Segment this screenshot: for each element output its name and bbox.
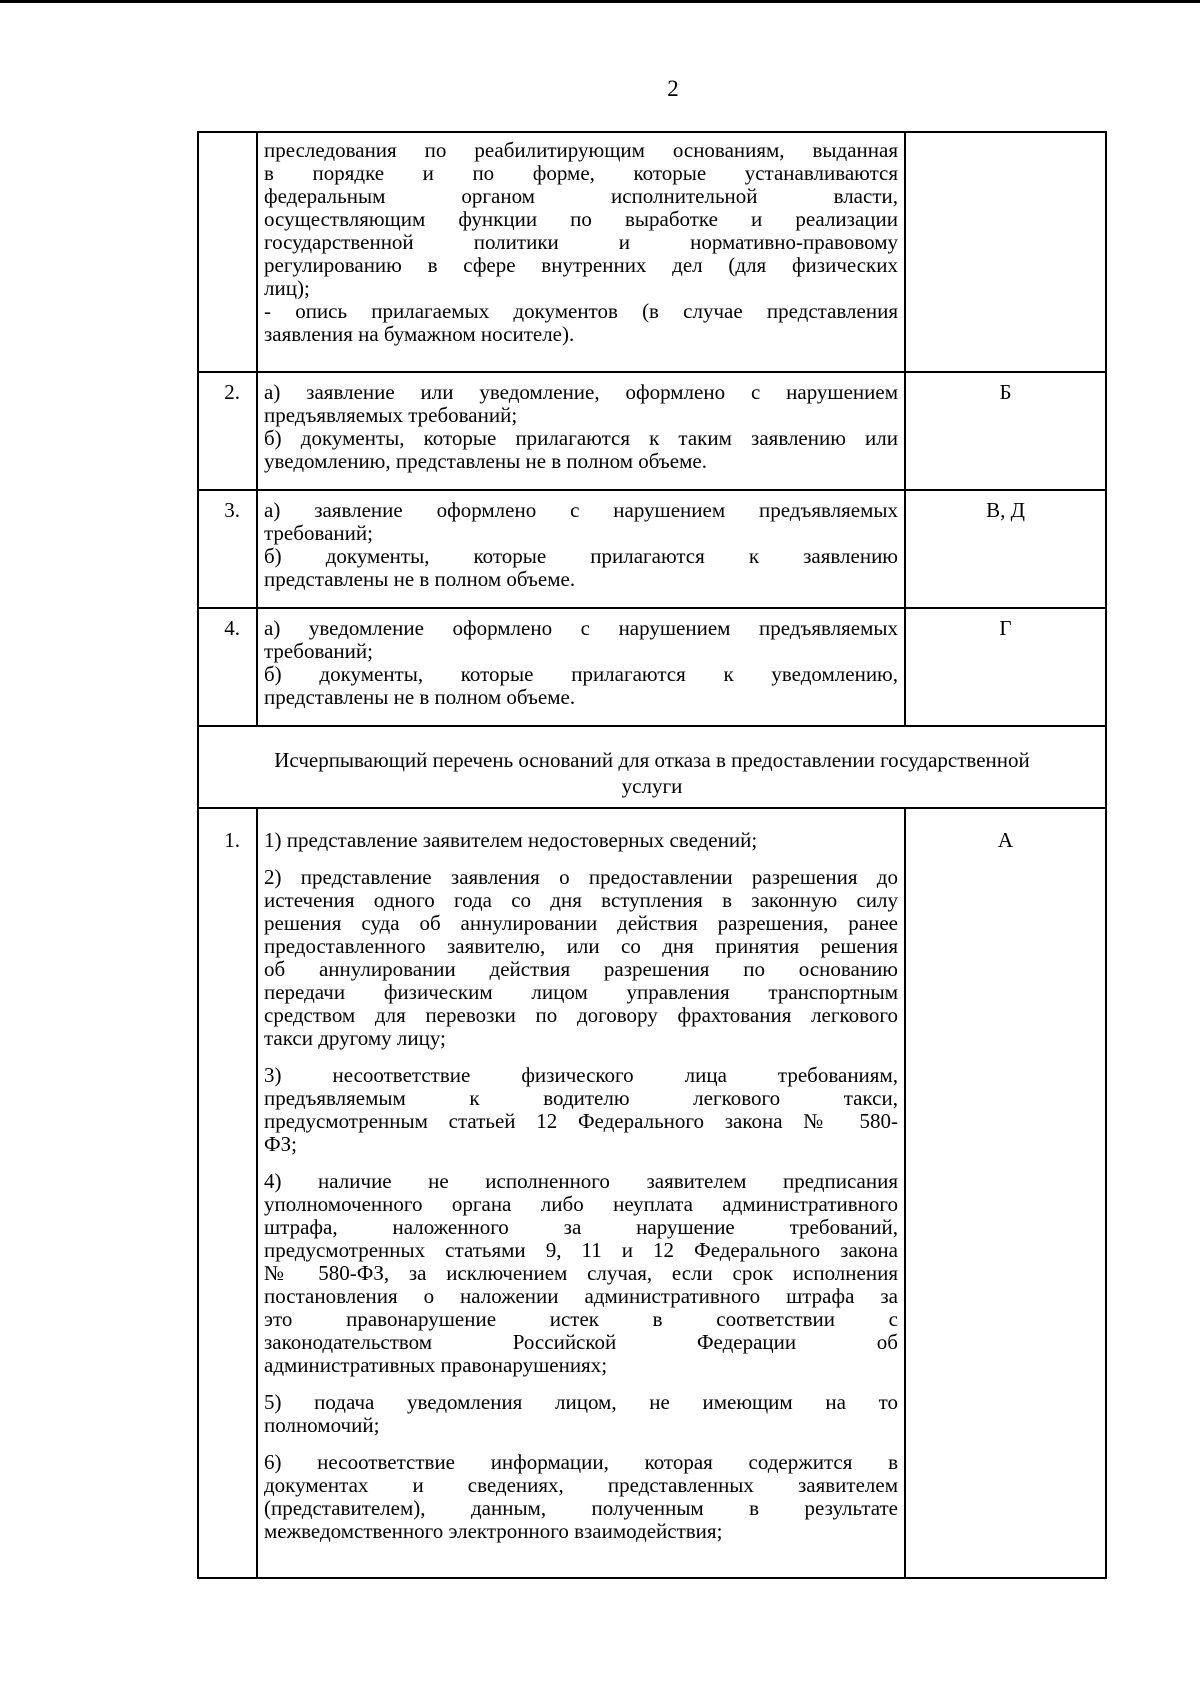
- row-text: [257, 372, 905, 490]
- row-number: 4.: [198, 608, 257, 726]
- row-number: 3.: [198, 490, 257, 608]
- text-line: требований;: [264, 521, 373, 545]
- text-line: 2) представление заявления о предоставлении разрешения до: [264, 865, 898, 889]
- page-number: 2: [667, 76, 679, 101]
- text-line: такси другому лицу;: [264, 1026, 446, 1050]
- row-text: [257, 132, 905, 372]
- grounds-table: [197, 131, 1107, 1579]
- row-text: [257, 608, 905, 726]
- section-heading-row: [198, 726, 1106, 808]
- text-line: лиц);: [264, 276, 310, 300]
- text-line: решения суда об аннулировании действия разрешения, ранее: [264, 911, 898, 935]
- text-line: предусмотренным статьей 12 Федерального закона № 580-: [264, 1109, 898, 1133]
- row-code: А: [905, 808, 1106, 1578]
- row-text: [257, 490, 905, 608]
- text-line: административных правонарушениях;: [264, 1353, 608, 1377]
- scan-edge-line: [0, 0, 1200, 3]
- text-line: государственной политики и нормативно-правовому: [264, 230, 898, 254]
- text-line: истечения одного года со дня вступления в законную силу: [264, 888, 898, 912]
- text-line: б) документы, которые прилагаются к заявлению: [264, 544, 898, 568]
- text-line: осуществляющим функции по выработке и реализации: [264, 207, 898, 231]
- text-line: а) заявление или уведомление, оформлено с нарушением: [264, 380, 898, 404]
- section-heading: [198, 726, 1106, 808]
- row-number-empty: [198, 132, 257, 372]
- section-heading-line: Исчерпывающий перечень оснований для отказа в предоставлении государственной: [274, 748, 1030, 772]
- text-line: требований;: [264, 639, 373, 663]
- row-code: В, Д: [905, 490, 1106, 608]
- text-line: это правонарушение истек в соответствии с: [264, 1307, 898, 1331]
- row-number: 2.: [198, 372, 257, 490]
- text-line: 1) представление заявителем недостоверных сведений;: [264, 828, 758, 852]
- text-line: преследования по реабилитирующим основаниям, выданная: [264, 138, 898, 162]
- text-line: б) документы, которые прилагаются к уведомлению,: [264, 662, 898, 686]
- text-line: документах и сведениях, представленных заявителем: [264, 1473, 898, 1497]
- table-row: [198, 808, 1106, 1578]
- text-line: регулированию в сфере внутренних дел (для физических: [264, 253, 898, 277]
- row-text: [257, 808, 905, 1578]
- text-line: 4) наличие не исполненного заявителем предписания: [264, 1169, 898, 1193]
- text-line: передачи физическим лицом управления транспортным: [264, 980, 898, 1004]
- table-row: [198, 372, 1106, 490]
- row-code: Г: [905, 608, 1106, 726]
- text-line: предоставленного заявителю, или со дня принятия решения: [264, 934, 898, 958]
- text-line: средством для перевозки по договору фрахтования легкового: [264, 1003, 898, 1027]
- text-line: штрафа, наложенного за нарушение требований,: [264, 1215, 898, 1239]
- text-line: 5) подача уведомления лицом, не имеющим на то: [264, 1390, 898, 1414]
- text-line: предъявляемым к водителю легкового такси,: [264, 1086, 898, 1110]
- text-line: законодательством Российской Федерации об: [264, 1330, 898, 1354]
- text-line: - опись прилагаемых документов (в случае представления: [264, 299, 898, 323]
- text-line: № 580-ФЗ, за исключением случая, если срок исполнения: [264, 1261, 898, 1285]
- table-row: [198, 490, 1106, 608]
- text-line: (представителем), данным, полученным в результате: [264, 1496, 898, 1520]
- text-line: предъявляемых требований;: [264, 403, 518, 427]
- text-line: представлены не в полном объеме.: [264, 685, 576, 709]
- text-line: а) уведомление оформлено с нарушением предъявляемых: [264, 616, 898, 640]
- text-line: а) заявление оформлено с нарушением предъявляемых: [264, 498, 898, 522]
- table-row: [198, 608, 1106, 726]
- text-line: федеральным органом исполнительной власти,: [264, 184, 898, 208]
- section-heading-line: услуги: [621, 774, 683, 798]
- text-line: заявления на бумажном носителе).: [264, 322, 575, 346]
- text-line: б) документы, которые прилагаются к таким заявлению или: [264, 426, 898, 450]
- text-line: 6) несоответствие информации, которая содержится в: [264, 1450, 898, 1474]
- row-code-empty: [905, 132, 1106, 372]
- text-line: 3) несоответствие физического лица требованиям,: [264, 1063, 898, 1087]
- text-line: в порядке и по форме, которые устанавливаются: [264, 161, 898, 185]
- text-line: межведомственного электронного взаимодействия;: [264, 1519, 723, 1543]
- text-line: уполномоченного органа либо неуплата административного: [264, 1192, 898, 1216]
- text-line: полномочий;: [264, 1413, 380, 1437]
- table-row-continuation: [198, 132, 1106, 372]
- text-line: уведомлению, представлены не в полном объеме.: [264, 449, 707, 473]
- row-number: 1.: [198, 808, 257, 1578]
- text-line: об аннулировании действия разрешения по основанию: [264, 957, 898, 981]
- row-code: Б: [905, 372, 1106, 490]
- text-line: постановления о наложении административного штрафа за: [264, 1284, 898, 1308]
- text-line: предусмотренных статьями 9, 11 и 12 Федерального закона: [264, 1238, 898, 1262]
- text-line: представлены не в полном объеме.: [264, 567, 576, 591]
- text-line: ФЗ;: [264, 1132, 297, 1156]
